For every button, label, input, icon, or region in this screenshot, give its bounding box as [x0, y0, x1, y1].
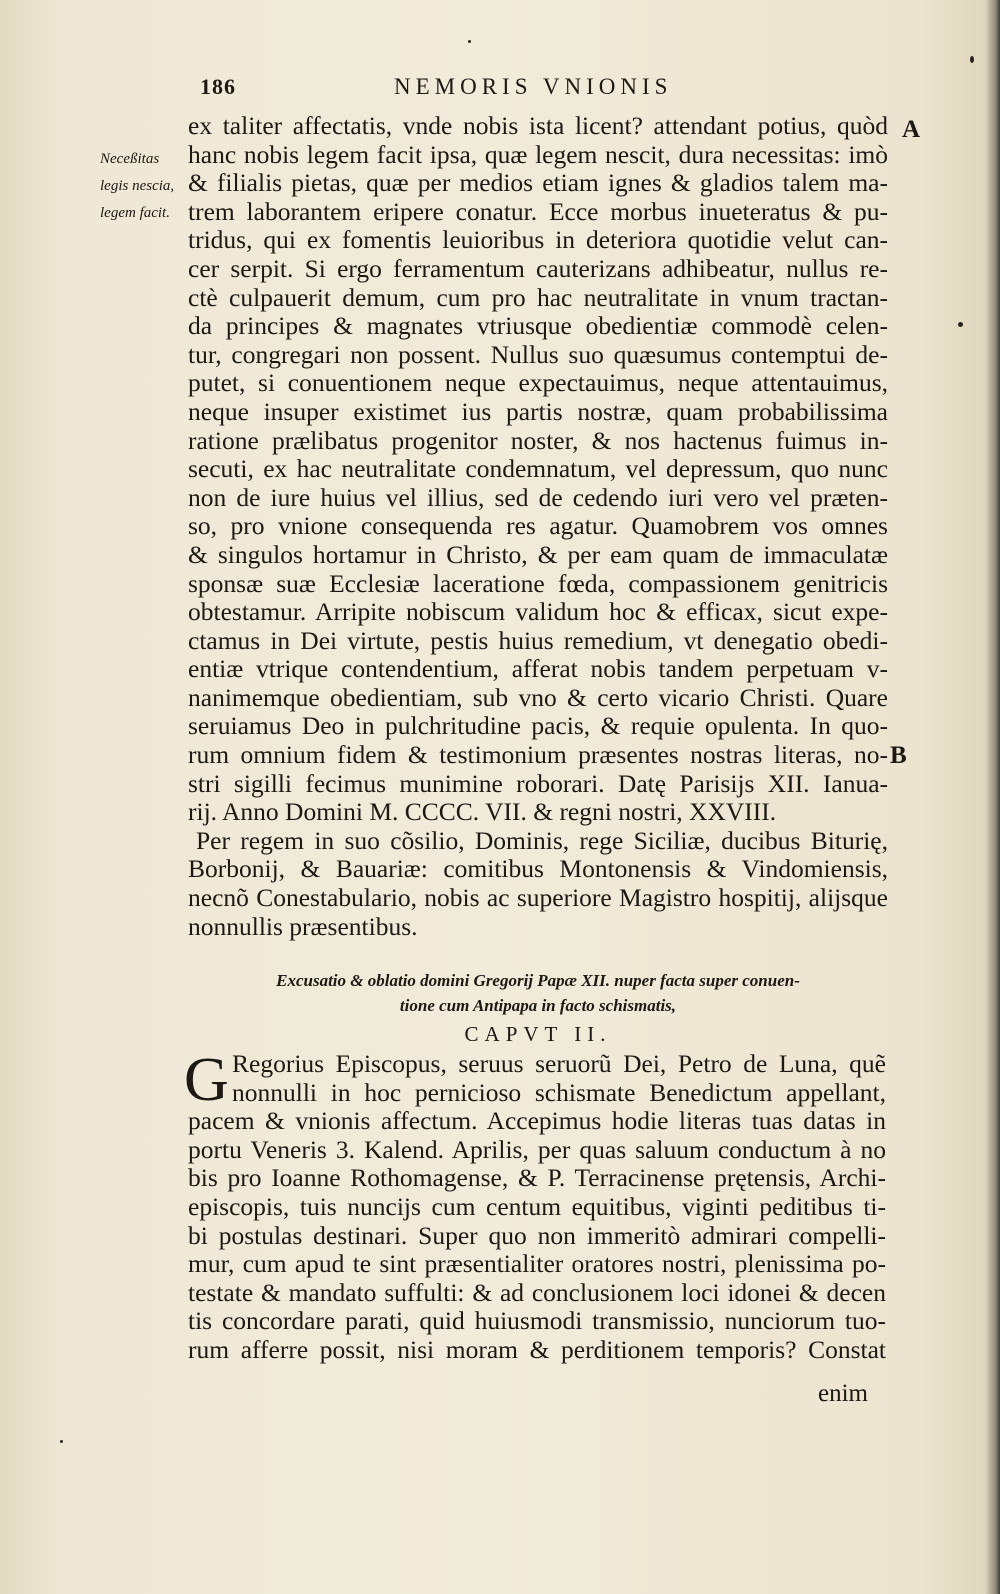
text-line: entiæ vtrique contendentium, afferat nobis tandem perpetuam v-: [188, 654, 888, 684]
marginal-note: [100, 146, 200, 227]
text-line: rum omnium fidem & testimonium præsentes nostras literas, no-: [188, 740, 888, 770]
marginal-note-line: legis nescia,: [100, 178, 175, 194]
text-line: neque insuper existimet ius partis nostræ, quam probabilissima: [188, 396, 888, 426]
text-line: stri sigilli fecimus munimine roborari. Datę Parisijs XII. Ianua-: [188, 768, 888, 798]
text-line: trem laborantem eripere conatur. Ecce morbus inueteratus & pu-: [188, 196, 888, 226]
text-line: tur, congregari non possent. Nullus suo quæsumus contemptui de-: [188, 339, 888, 369]
text-line: portu Veneris 3. Kalend. Aprilis, per quas saluum conductum à no: [188, 1134, 886, 1164]
text-line: testate & mandato suffulti: & ad conclusionem loci idonei & decen: [188, 1277, 886, 1307]
text-line: nanimemque obedientiam, sub vno & certo vicario Christi. Quare: [188, 682, 888, 712]
text-line: sponsæ suæ Ecclesiæ laceratione fœda, compassionem genitricis: [188, 568, 888, 598]
text-line: tridus, qui ex fomentis leuioribus in deteriora quotidie velut can-: [188, 225, 888, 255]
text-line: & singulos hortamur in Christo, & per eam quam de immaculatæ: [188, 539, 888, 569]
rubric-line: Excusatio & oblatio domini Gregorij Papæ XII. nuper facta super conuen-: [276, 971, 800, 990]
text-line: non de iure huius vel illius, sed de cedendo iuri vero vel præten-: [188, 482, 888, 512]
text-line: Regorius Episcopus, seruus seruorũ Dei, Petro de Luna, quẽ: [232, 1049, 886, 1078]
chapter-text-block: [184, 1046, 886, 1365]
text-line: seruiamus Deo in pulchritudine pacis, & requie opulenta. In quo-: [188, 711, 888, 741]
catchword: enim: [818, 1380, 868, 1407]
main-text-block: [188, 112, 888, 941]
chapter-rubric: [188, 968, 888, 1018]
text-line: cer serpit. Si ergo ferramentum cauterizans adhibeatur, nullus re-: [188, 253, 888, 283]
text-line: nonnullis præsentibus.: [188, 911, 418, 941]
text-line: rum afferre possit, nisi moram & perditionem temporis? Constat: [188, 1334, 886, 1364]
text-line: da principes & magnates vtriusque obedientiæ commodè celen-: [188, 311, 888, 341]
running-title: NEMORIS VNIONIS: [394, 74, 673, 99]
drop-cap-initial: G: [184, 1046, 229, 1114]
text-line: nonnulli in hoc pernicioso schismate Benedictum appellant,: [232, 1077, 886, 1107]
text-line: Borbonij, & Bauariæ: comitibus Montonensis & Vindomiensis,: [188, 854, 888, 884]
text-line: so, pro vnione consequenda res agatur. Quamobrem vos omnes: [188, 511, 888, 541]
text-line: bi postulas destinari. Super quo non immeritò admirari compelli-: [188, 1220, 886, 1250]
text-line: hanc nobis legem facit ipsa, quæ legem nescit, dura necessitas: imò: [188, 139, 888, 169]
ink-speck: [60, 1440, 63, 1443]
text-line: ex taliter affectatis, vnde nobis ista licent? attendant potius, quòd: [188, 111, 888, 140]
text-line: putet, si conuentionem neque expectauimus, neque attentauimus,: [188, 368, 888, 398]
section-marker-b: B: [890, 742, 907, 769]
marginal-note-line: legem facit.: [100, 205, 170, 221]
text-line: obtestamur. Arripite nobiscum validum hoc & efficax, sicut expe-: [188, 597, 888, 627]
ink-speck: [958, 322, 963, 327]
text-line: rij. Anno Domini M. CCCC. VII. & regni nostri, XXVIII.: [188, 797, 777, 827]
text-line: pacem & vnionis affectum. Accepimus hodie literas tuas datas in: [188, 1106, 886, 1136]
rubric-line: tione cum Antipapa in facto schismatis,: [399, 996, 677, 1015]
text-line: mur, cum apud te sint præsentialiter oratores nostri, plenissima po-: [188, 1249, 886, 1279]
text-line: bis pro Ioanne Rothomagense, & P. Terracinense prętensis, Archi-: [188, 1163, 886, 1193]
text-line: tis concordare parati, quid huiusmodi transmissio, nunciorum tuo-: [188, 1306, 886, 1336]
text-line: episcopis, tuis nuncijs cum centum equitibus, viginti peditibus ti-: [188, 1191, 886, 1221]
text-line: ctamus in Dei virtute, pestis huius remedium, vt denegatio obedi-: [188, 625, 888, 655]
text-line: ratione prælibatus progenitor noster, & nos hactenus fuimus in-: [188, 425, 888, 455]
text-line: necnõ Conestabulario, nobis ac superiore Magistro hospitij, alijsque: [188, 883, 888, 913]
text-line: secuti, ex hac neutralitate condemnatum, vel depressum, quo nunc: [188, 454, 888, 484]
ink-speck: [970, 56, 974, 63]
chapter-heading: CAPVT II.: [464, 1022, 612, 1046]
running-header: [200, 74, 900, 106]
text-line: & filialis pietas, quæ per medios etiam ignes & gladios talem ma-: [188, 168, 888, 198]
marginal-note-line: Neceßitas: [100, 151, 160, 167]
ink-speck: [468, 40, 471, 43]
page-edge-shadow: [986, 0, 1000, 1594]
page-number: 186: [200, 74, 236, 99]
text-line: ctè culpauerit demum, cum pro hac neutralitate in vnum tractan-: [188, 282, 888, 312]
section-marker-a: A: [902, 116, 921, 143]
text-line: Per regem in suo cõsilio, Dominis, rege Siciliæ, ducibus Biturię,: [196, 825, 888, 855]
